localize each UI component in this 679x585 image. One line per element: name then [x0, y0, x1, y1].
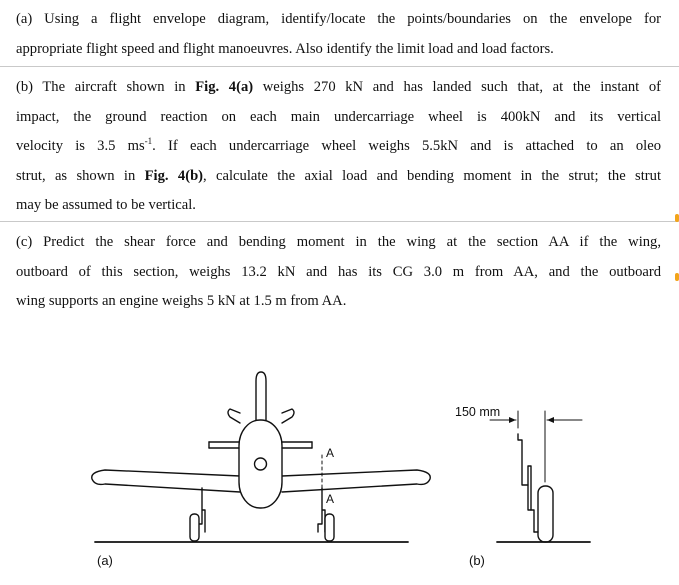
part-b-line-4-text-end: , calculate the axial load and bending moment in the strut; the strut [203, 167, 661, 184]
fuselage [239, 420, 282, 508]
part-b-line-5: may be assumed to be vertical. [16, 197, 196, 213]
fig-4b-reference: Fig. 4(b) [144, 167, 204, 184]
horizontal-stabilizer [228, 409, 240, 423]
arrowhead [509, 417, 516, 423]
oleo-strut-view [490, 411, 590, 542]
part-c-line-3: wing supports an engine weighs 5 kN at 1.5 m from AA. [16, 293, 347, 309]
figure-label-a: (a) [97, 553, 113, 568]
section-label-top: A [326, 446, 335, 460]
offset-dimension-label: 150 mm [455, 405, 501, 419]
part-b-line-3-text: velocity is 3.5 ms [16, 138, 145, 154]
main-wheel-right [325, 514, 334, 541]
tail-fin [256, 372, 266, 420]
strut-wheel [538, 486, 553, 542]
fig-4a-reference: Fig. 4(a) [195, 79, 254, 95]
part-a-line-2: appropriate flight speed and flight manoeuvres. Also identify the limit load and load factors. [16, 40, 554, 57]
part-c-line-2: outboard of this section, weighs 13.2 kN and has its CG 3.0 m from AA, and the outboard [16, 263, 661, 280]
arrowhead [547, 417, 554, 423]
main-gear-right [318, 488, 325, 532]
part-c-line-1: (c) Predict the shear force and bending moment in the wing at the section AA if the wing, [16, 234, 661, 250]
part-b-line-4-text: strut, as shown in [16, 167, 145, 184]
part-b-line-3-text-end: . If each undercarriage wheel weighs 5.5kN and is attached to an oleo [152, 138, 661, 154]
aircraft-front-view [92, 372, 430, 542]
part-b-line-2: impact, the ground reaction on each main undercarriage wheel is 400kN and its vertical [16, 108, 661, 125]
wing-right [282, 470, 430, 492]
section-label-bottom: A [326, 492, 335, 506]
velocity-exponent: -1 [144, 136, 153, 147]
wing-left [92, 470, 240, 492]
part-b-line-1-text: (b) The aircraft shown in [16, 79, 196, 95]
part-b-line-1-text-end: weighs 270 kN and has landed such that, at the instant of [253, 79, 661, 95]
figure-label-b: (b) [469, 553, 485, 568]
horizontal-stabilizer [282, 409, 294, 423]
main-wheel-left [190, 514, 199, 541]
part-a-line-1: (a) Using a flight envelope diagram, identify/locate the points/boundaries on the envelope for [16, 11, 661, 27]
